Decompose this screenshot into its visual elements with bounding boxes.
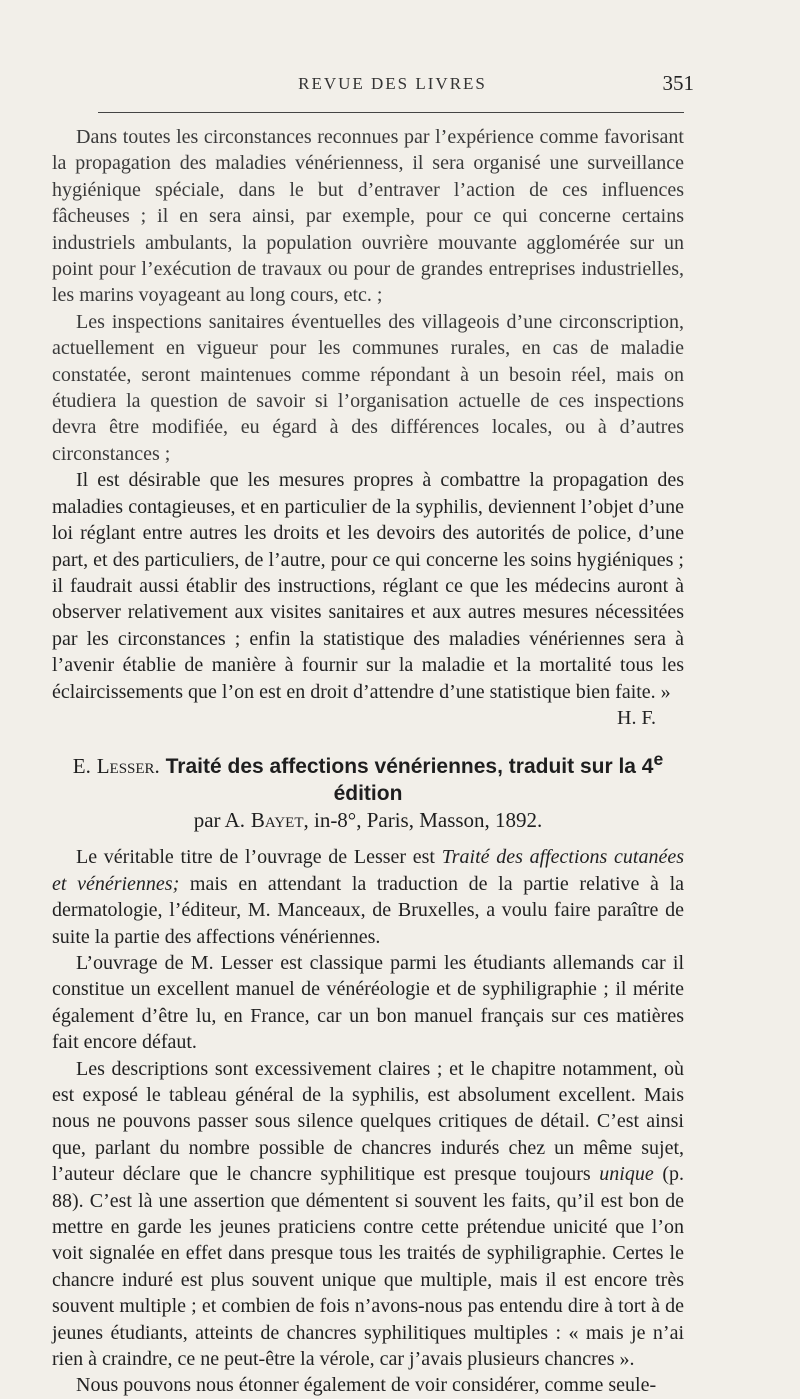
italic-word: unique — [599, 1163, 654, 1186]
author-initial: E. — [72, 754, 91, 779]
paragraph: Dans toutes les circonstances reconnues par l’expérience comme favorisant la propagation des maladies vénérienness, il sera organisé une surveillance hygiénique spéciale, dans le but d’entraver l’action de ces influences fâcheuses ; il en sera ainsi, par exemple, pour ce qui concerne certains industriels ambulants, la population ouvrière mouvante agglomérée sur un point pour l’exécution de travaux ou pour de grandes entreprises industrielles, les marins voyageant au long cours, etc. ; — [52, 126, 684, 307]
paragraph: Les inspections sanitaires éventuelles des villageois d’une circonscription, actuellement en vigueur pour les communes rurales, en cas de maladie constatée, seront maintenues comme répondant à un besoin réel, mais on étudiera la question de savoir si l’organisation actuelle de ces inspections devra être modifiée, eu égard à des différences locales, ou à d’autres circonstances ; — [52, 310, 684, 465]
paragraph: Nous pouvons nous étonner également de voir considérer, comme seule- — [76, 1374, 657, 1397]
paragraph — [52, 467, 684, 705]
header-rule — [98, 112, 684, 113]
edition-word: édition — [333, 782, 403, 806]
paragraph-text: Les descriptions sont excessivement claires ; et le chapitre notamment, où est exposé le tableau général de la syphilis, est absolument excellent. Mais nous ne pouvons passer sous silence quelques critiques de détail. C’est ainsi que, parlant du nombre possible de chancres indurés chez un même sujet, l’auteur déclare que le chancre syphilitique est presque toujours — [52, 1057, 684, 1186]
signature-line — [52, 705, 684, 731]
book-title: Traité des affections vénériennes, traduit sur la 4 — [165, 755, 654, 779]
italic-title: Traité des affections cutanées et vénériennes; — [52, 846, 685, 895]
edition-superscript: e — [653, 749, 664, 770]
paragraph — [52, 1056, 684, 1373]
paragraph — [52, 844, 684, 950]
paragraph: L’ouvrage de M. Lesser est classique parmi les étudiants allemands car il constitue un excellent manuel de vénéréologie et de syphiligraphie ; il mérite également d’être lu, en France, car un bon manuel français sur ces matières fait encore défaut. — [52, 951, 684, 1054]
page-number: 351 — [662, 71, 694, 95]
review-heading: E. Lesser. Traité des affections vénériennes, traduit sur la 4e édition par A. Bayet, in-8°, Paris, Masson, 1892. — [72, 749, 664, 833]
publication-details: , in-8°, Paris, Masson, 1892. — [303, 808, 543, 833]
signature: H. F. — [617, 706, 656, 729]
author-name: Lesser — [96, 754, 155, 779]
translator-prefix: par A. — [193, 808, 246, 833]
running-head — [95, 71, 694, 100]
body-text — [52, 124, 684, 1399]
paragraph-text: (p. 88). C’est là une assertion que démentent si souvent les faits, qu’il est bon de mettre en garde les jeunes praticiens contre cette prétendue unicité que l’on voit signalée en effet dans presque tous les traités de syphiligraphie. Certes le chancre induré est plus souvent unique que multiple, mais il est encore très souvent multiple ; et combien de fois n’avons-nous pas entendu dire à tort à de jeunes étudiants, atteints de chancres syphilitiques multiples : « mais je n’ai rien à craindre, ce ne peut-être la vérole, car j’avais plusieurs chancres ». — [52, 1163, 684, 1371]
paragraph-text: Il est désirable que les mesures propres à combattre la propagation des maladies contagieuses, et en particulier de la syphilis, deviennent l’objet d’une loi réglant entre autres les droits et les devoirs des autorités de police, d’une part, et des particuliers, de l’autre, pour ce qui concerne les soins hygiéniques ; il faudrait aussi établir des instructions, réglant ce que les médecins auront à observer relativement aux visites sanitaires et aux autres mesures nécessitées par les circonstances ; enfin la statistique des maladies vénériennes sera à l’avenir établie de manière à fournir sur la maladie et la mortalité tous les éclaircissements que l’on est en droit d’attendre d’une statistique bien faite. » — [52, 469, 684, 703]
paragraph-text: Le véritable titre de l’ouvrage de Lesser est — [76, 846, 442, 869]
paragraph-text: mais en attendant la traduction de la partie relative à la dermatologie, l’éditeur, M. Manceaux, de Bruxelles, a voulu faire paraître de suite la partie des affections vénériennes. — [52, 872, 685, 948]
translator-name: Bayet — [250, 808, 304, 833]
running-title: REVUE DES LIVRES — [298, 74, 487, 93]
